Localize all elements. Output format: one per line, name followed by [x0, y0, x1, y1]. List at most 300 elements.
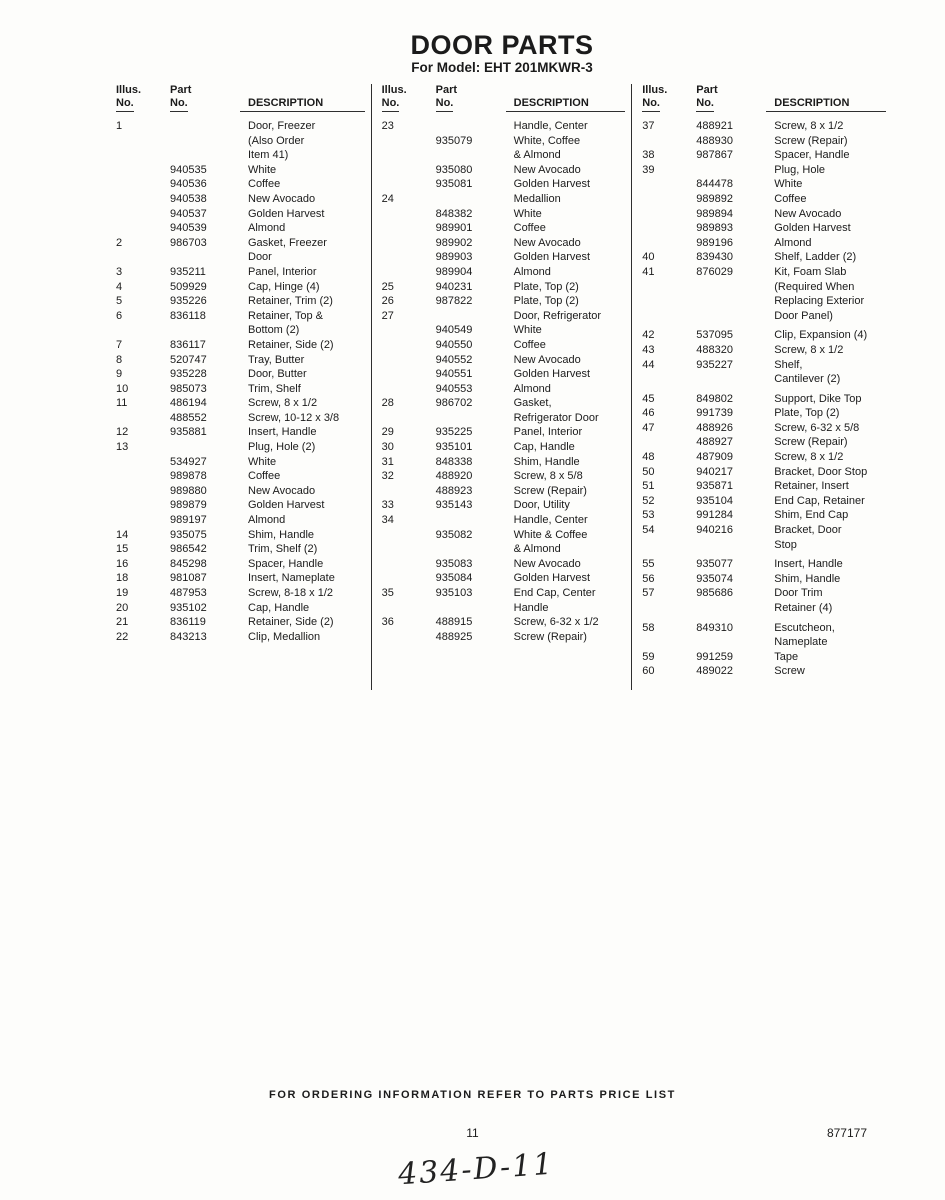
illus-no-cell — [116, 250, 166, 265]
table-row — [642, 572, 886, 587]
table-row — [382, 119, 626, 134]
table-row — [382, 265, 626, 280]
table-row — [116, 148, 365, 163]
illus-no-cell: 35 — [381, 587, 394, 599]
description-cell: New Avocado — [248, 192, 316, 205]
part-no-cell: 509929 — [170, 280, 207, 293]
part-no-cell: 940538 — [170, 192, 207, 205]
table-row — [116, 207, 365, 222]
table-row — [382, 134, 626, 149]
table-row — [382, 207, 626, 222]
parts-rows — [116, 119, 365, 644]
description-cell: Trim, Shelf (2) — [248, 543, 318, 556]
description-cell: White & Coffee — [513, 528, 588, 541]
header-description: DESCRIPTION — [506, 97, 626, 112]
illus-no-cell: 2 — [116, 236, 123, 249]
description-cell: Door, Refrigerator — [513, 309, 602, 322]
part-no-cell — [696, 538, 762, 553]
part-no-cell — [696, 601, 762, 616]
illus-no-cell: 44 — [642, 358, 655, 371]
illus-no-cell: 11 — [116, 397, 128, 410]
part-no-cell — [436, 601, 502, 616]
description-cell: Stop — [774, 538, 797, 551]
table-row — [382, 440, 626, 455]
part-no-cell — [696, 280, 762, 295]
description-cell: Shelf, — [774, 358, 803, 371]
illus-no-cell — [382, 236, 432, 251]
parts-table-column-2 — [371, 84, 632, 690]
description-cell: Cantilever (2) — [774, 373, 841, 386]
header-illus: Illus. — [381, 84, 407, 96]
description-cell: & Almond — [513, 543, 561, 556]
illus-no-cell: 32 — [381, 470, 394, 483]
description-cell: Golden Harvest — [248, 207, 325, 220]
part-no-cell: 488552 — [170, 411, 207, 424]
illus-no-cell — [382, 338, 432, 353]
description-cell: & Almond — [513, 149, 561, 162]
description-cell: Bracket, Door — [774, 524, 842, 537]
description-cell: Coffee — [513, 222, 546, 235]
illus-no-cell — [382, 557, 432, 572]
table-row — [116, 557, 365, 572]
illus-no-cell: 14 — [116, 528, 129, 541]
table-row — [642, 557, 886, 572]
part-no-cell: 935081 — [435, 178, 473, 191]
part-no-cell: 935143 — [435, 499, 473, 512]
illus-no-cell: 40 — [642, 251, 655, 264]
illus-no-cell — [382, 571, 432, 586]
header-illus-no: No. — [382, 97, 400, 112]
illus-no-cell — [382, 265, 432, 280]
table-row — [382, 425, 626, 440]
part-no-cell — [696, 309, 762, 324]
description-cell: New Avocado — [513, 163, 581, 176]
description-cell: Almond — [248, 222, 286, 235]
part-no-cell: 935226 — [170, 295, 207, 308]
part-no-cell: 991284 — [696, 509, 733, 522]
parts-table-column-1 — [110, 84, 371, 690]
part-no-cell — [170, 134, 236, 149]
part-no-cell: 488923 — [435, 484, 473, 497]
description-cell: Plate, Top (2) — [774, 407, 840, 420]
part-no-cell — [170, 250, 236, 265]
description-cell: Coffee — [513, 338, 546, 351]
table-row — [116, 396, 365, 411]
description-cell: New Avocado — [513, 353, 581, 366]
part-no-cell — [170, 119, 236, 134]
part-no-cell: 935225 — [435, 426, 473, 439]
table-row — [642, 343, 886, 358]
table-row — [642, 523, 886, 538]
illus-no-cell — [642, 538, 692, 553]
table-row — [116, 513, 365, 528]
column-header — [116, 84, 365, 112]
table-row — [642, 435, 886, 450]
part-no-cell: 940549 — [435, 324, 473, 337]
illus-no-cell: 7 — [116, 338, 123, 351]
part-no-cell: 989878 — [170, 470, 207, 483]
description-cell: Insert, Handle — [248, 426, 317, 439]
table-row — [642, 265, 886, 280]
illus-no-cell — [642, 177, 692, 192]
table-row — [382, 615, 626, 630]
description-cell: New Avocado — [513, 236, 581, 249]
table-row — [116, 630, 365, 645]
illus-no-cell: 56 — [642, 572, 655, 585]
part-no-cell: 488320 — [696, 343, 733, 356]
table-row — [642, 309, 886, 324]
part-no-cell: 986542 — [170, 543, 207, 556]
table-row — [382, 396, 626, 411]
column-header — [642, 84, 886, 112]
illus-no-cell: 53 — [642, 509, 655, 522]
table-row — [382, 367, 626, 382]
description-cell: Golden Harvest — [248, 499, 325, 512]
description-cell: Item 41) — [248, 149, 289, 162]
table-row — [116, 265, 365, 280]
table-row — [382, 294, 626, 309]
table-row — [642, 664, 886, 679]
table-row — [642, 538, 886, 553]
description-cell: Screw, 6-32 x 5/8 — [774, 421, 860, 434]
part-no-cell: 989893 — [696, 222, 733, 235]
illus-no-cell: 48 — [642, 451, 655, 464]
illus-no-cell: 45 — [642, 392, 655, 405]
description-cell: Door, Butter — [248, 368, 307, 381]
illus-no-cell — [642, 601, 692, 616]
illus-no-cell — [116, 469, 166, 484]
illus-no-cell: 6 — [116, 309, 123, 322]
description-cell: Plate, Top (2) — [513, 280, 579, 293]
description-cell: Door Panel) — [774, 309, 833, 322]
part-no-cell: 487909 — [696, 451, 733, 464]
page-subtitle: For Model: EHT 201MKWR-3 — [411, 60, 593, 75]
part-no-cell: 981087 — [170, 572, 207, 585]
illus-no-cell: 10 — [116, 382, 129, 395]
part-no-cell: 989879 — [170, 499, 207, 512]
description-cell: Almond — [513, 382, 551, 395]
description-cell: Screw (Repair) — [774, 134, 848, 147]
description-cell: Plug, Hole (2) — [248, 441, 316, 454]
description-cell: Golden Harvest — [513, 368, 591, 381]
part-no-cell: 836117 — [170, 338, 206, 351]
description-cell: Door Trim — [774, 587, 823, 600]
table-row — [116, 309, 365, 324]
illus-no-cell — [382, 353, 432, 368]
table-row — [642, 621, 886, 636]
table-row — [116, 455, 365, 470]
illus-no-cell: 23 — [381, 120, 394, 132]
table-row — [116, 542, 365, 557]
part-no-cell: 940216 — [696, 524, 733, 537]
illus-no-cell — [382, 484, 432, 499]
illus-no-cell — [116, 411, 166, 426]
illus-no-cell: 29 — [381, 426, 394, 439]
table-row — [642, 207, 886, 222]
table-row — [382, 498, 626, 513]
part-no-cell: 876029 — [696, 265, 733, 278]
table-row — [382, 338, 626, 353]
description-cell: Plate, Top (2) — [513, 295, 579, 308]
illus-no-cell — [642, 309, 692, 324]
illus-no-cell — [642, 294, 692, 309]
table-row — [116, 192, 365, 207]
description-cell: Retainer, Insert — [774, 480, 849, 493]
header-part-no: No. — [696, 97, 714, 112]
description-cell: Retainer (4) — [774, 602, 833, 614]
part-no-cell — [696, 372, 762, 387]
illus-no-cell: 38 — [642, 149, 655, 162]
illus-no-cell: 18 — [116, 572, 129, 585]
table-row — [642, 479, 886, 494]
parts-rows — [382, 119, 626, 644]
part-no-cell: 935084 — [435, 572, 473, 585]
illus-no-cell: 50 — [642, 465, 655, 478]
table-row — [382, 557, 626, 572]
illus-no-cell: 19 — [116, 587, 129, 599]
table-row — [382, 571, 626, 586]
illus-no-cell: 5 — [116, 295, 123, 308]
ordering-note: FOR ORDERING INFORMATION REFER TO PARTS PRICE LIST — [269, 1089, 676, 1101]
description-cell: Screw, 8 x 1/2 — [774, 120, 844, 132]
illus-no-cell: 37 — [642, 120, 655, 132]
part-no-cell: 989197 — [170, 514, 207, 527]
description-cell: Shim, Handle — [774, 572, 841, 585]
part-no-cell: 940217 — [696, 465, 733, 478]
part-no-cell: 848382 — [435, 207, 473, 220]
illus-no-cell: 3 — [116, 265, 123, 278]
illus-no-cell — [116, 192, 166, 207]
description-cell: Retainer, Top & — [248, 309, 324, 322]
header-illus: Illus. — [642, 84, 668, 96]
part-no-cell: 989903 — [435, 251, 473, 264]
description-cell: Shim, End Cap — [774, 509, 849, 522]
parts-table-columns — [110, 84, 892, 690]
description-cell: End Cap, Retainer — [774, 494, 865, 507]
illus-no-cell — [382, 542, 432, 557]
part-no-cell: 987822 — [435, 295, 473, 308]
description-cell: Handle, Center — [513, 120, 588, 132]
part-no-cell: 489022 — [696, 665, 733, 678]
parts-rows — [642, 119, 886, 679]
table-row — [116, 236, 365, 251]
part-no-cell: 940535 — [170, 163, 207, 176]
part-no-cell: 989892 — [696, 192, 733, 205]
description-cell: Coffee — [248, 178, 281, 191]
illus-no-cell — [116, 513, 166, 528]
description-cell: Retainer, Side (2) — [248, 338, 334, 351]
description-cell: Door, Freezer — [248, 120, 316, 132]
description-cell: (Required When — [774, 280, 855, 293]
illus-no-cell: 26 — [381, 295, 394, 308]
table-row — [116, 250, 365, 265]
description-cell: Spacer, Handle — [774, 149, 850, 162]
part-no-cell: 991259 — [696, 650, 733, 663]
illus-no-cell: 51 — [642, 480, 655, 493]
description-cell: Cap, Hinge (4) — [248, 280, 320, 293]
table-row — [382, 469, 626, 484]
table-row — [116, 440, 365, 455]
table-row — [382, 236, 626, 251]
description-cell: Bottom (2) — [248, 324, 300, 337]
description-cell: Retainer, Trim (2) — [248, 295, 333, 308]
description-cell: Clip, Medallion — [248, 630, 321, 643]
description-cell: Screw, 6-32 x 1/2 — [513, 616, 599, 629]
table-row — [642, 494, 886, 509]
description-cell: Screw, 8 x 5/8 — [513, 470, 583, 483]
part-no-cell — [696, 163, 762, 178]
part-no-cell — [436, 119, 502, 134]
description-cell: Retainer, Side (2) — [248, 616, 334, 629]
description-cell: Handle, Center — [513, 514, 588, 527]
part-no-cell: 488921 — [696, 120, 733, 132]
part-no-cell: 935082 — [435, 528, 473, 541]
illus-no-cell — [382, 630, 432, 645]
part-no-cell: 935211 — [170, 265, 206, 278]
table-row — [642, 450, 886, 465]
illus-no-cell — [642, 280, 692, 295]
part-no-cell: 488925 — [435, 630, 473, 643]
part-no-cell: 537095 — [696, 329, 733, 342]
part-no-cell: 844478 — [696, 178, 733, 191]
illus-no-cell — [642, 134, 692, 149]
table-row — [382, 250, 626, 265]
illus-no-cell: 57 — [642, 587, 655, 600]
table-row — [642, 650, 886, 665]
table-row — [642, 134, 886, 149]
illus-no-cell — [642, 192, 692, 207]
illus-no-cell: 20 — [116, 601, 129, 614]
table-row — [642, 421, 886, 436]
page-number: 11 — [466, 1126, 479, 1140]
table-row — [382, 411, 626, 426]
description-cell: Shim, Handle — [513, 455, 580, 468]
table-row — [116, 177, 365, 192]
description-cell: Escutcheon, — [774, 621, 835, 634]
part-no-cell: 989894 — [696, 207, 733, 220]
table-row — [642, 392, 886, 407]
table-row — [116, 484, 365, 499]
table-row — [642, 280, 886, 295]
part-no-cell: 487953 — [170, 587, 207, 599]
part-no-cell: 935871 — [696, 480, 733, 493]
part-no-cell: 986703 — [170, 236, 207, 249]
illus-no-cell — [642, 372, 692, 387]
table-row — [642, 294, 886, 309]
table-row — [116, 294, 365, 309]
part-no-cell: 488930 — [696, 134, 733, 147]
illus-no-cell — [116, 221, 166, 236]
description-cell: Plug, Hole — [774, 163, 826, 176]
description-cell: Golden Harvest — [513, 178, 591, 191]
illus-no-cell: 28 — [381, 397, 394, 410]
illus-no-cell: 22 — [116, 630, 129, 643]
part-no-cell: 935104 — [696, 494, 733, 507]
description-cell: Shim, Handle — [248, 528, 315, 541]
illus-no-cell: 25 — [381, 280, 394, 293]
illus-no-cell — [382, 528, 432, 543]
illus-no-cell — [382, 601, 432, 616]
part-no-cell — [436, 513, 502, 528]
description-cell: New Avocado — [513, 557, 581, 570]
table-row — [116, 323, 365, 338]
description-cell: Screw — [774, 665, 805, 678]
table-row — [642, 328, 886, 343]
illus-no-cell: 9 — [116, 368, 123, 381]
part-no-cell: 985686 — [696, 587, 733, 600]
part-no-cell: 935077 — [696, 558, 733, 571]
description-cell: New Avocado — [774, 207, 842, 220]
illus-no-cell: 58 — [642, 621, 655, 634]
illus-no-cell — [382, 163, 432, 178]
header-part: Part — [435, 84, 458, 96]
page-title: DOOR PARTS — [410, 30, 594, 60]
table-row — [116, 134, 365, 149]
header-description: DESCRIPTION — [766, 97, 886, 112]
illus-no-cell — [382, 367, 432, 382]
illus-no-cell: 30 — [381, 441, 394, 454]
description-cell: Medallion — [513, 192, 561, 205]
part-no-cell: 940231 — [435, 280, 473, 293]
table-row — [116, 119, 365, 134]
part-no-cell: 935074 — [696, 572, 733, 585]
parts-table-column-3 — [631, 84, 892, 690]
illus-no-cell — [382, 411, 432, 426]
part-no-cell: 836119 — [170, 616, 206, 629]
illus-no-cell: 42 — [642, 329, 655, 342]
description-cell: Screw (Repair) — [513, 484, 587, 497]
part-no-cell: 940536 — [170, 178, 207, 191]
part-no-cell: 935079 — [435, 134, 473, 147]
table-row — [382, 601, 626, 616]
illus-no-cell — [116, 148, 166, 163]
part-no-cell: 534927 — [170, 455, 207, 468]
illus-no-cell — [642, 435, 692, 450]
part-no-cell — [436, 192, 502, 207]
illus-no-cell — [116, 134, 166, 149]
table-row — [382, 148, 626, 163]
part-no-cell: 848338 — [435, 455, 473, 468]
table-row — [642, 586, 886, 601]
illus-no-cell: 36 — [381, 616, 394, 629]
description-cell: Insert, Handle — [774, 558, 843, 571]
table-row — [382, 192, 626, 207]
description-cell: Insert, Nameplate — [248, 572, 335, 585]
table-row — [382, 513, 626, 528]
illus-no-cell: 52 — [642, 494, 655, 507]
table-row — [116, 469, 365, 484]
illus-no-cell: 16 — [116, 557, 129, 570]
part-no-cell: 935103 — [435, 587, 473, 599]
description-cell: Refrigerator Door — [513, 411, 599, 424]
illus-no-cell — [116, 484, 166, 499]
part-no-cell: 843213 — [170, 630, 207, 643]
part-no-cell: 935228 — [170, 368, 207, 381]
description-cell: Golden Harvest — [513, 251, 591, 264]
illus-no-cell — [116, 455, 166, 470]
part-no-cell: 989901 — [435, 222, 473, 235]
part-no-cell: 935083 — [435, 557, 473, 570]
table-row — [116, 163, 365, 178]
part-no-cell: 488926 — [696, 421, 733, 434]
illus-no-cell: 31 — [381, 455, 394, 468]
table-row — [642, 177, 886, 192]
part-no-cell: 935227 — [696, 358, 733, 371]
header-part-no: No. — [170, 97, 188, 112]
illus-no-cell: 55 — [642, 558, 655, 571]
illus-no-cell: 12 — [116, 426, 129, 439]
table-row — [382, 353, 626, 368]
